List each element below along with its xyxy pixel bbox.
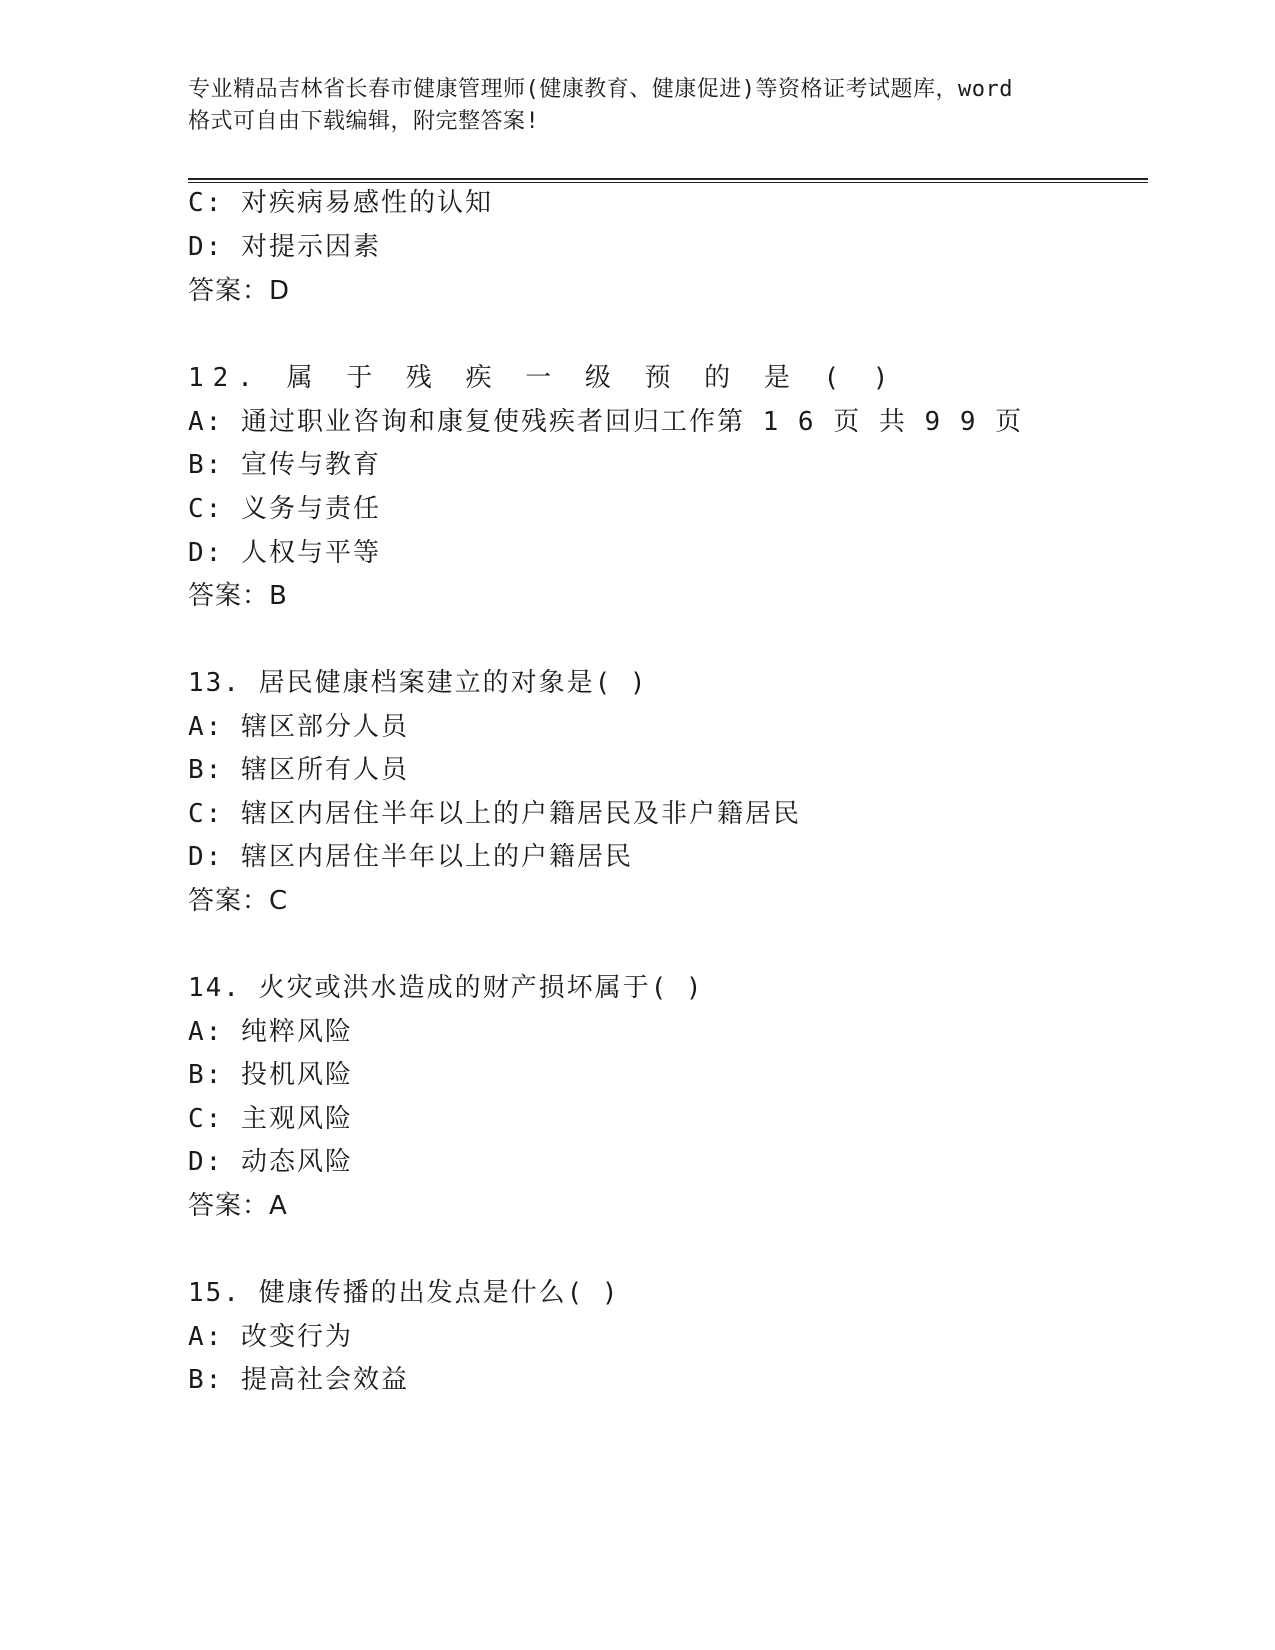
q14-option-c: C: 主观风险 [188, 1104, 353, 1134]
q13-option-c: C: 辖区内居住半年以上的户籍居民及非户籍居民 [188, 799, 801, 829]
prev-answer: 答案：D [188, 276, 291, 306]
header-line-1: 专业精品吉林省长春市健康管理师(健康教育、健康促进)等资格证考试题库，word [188, 77, 1013, 102]
q14-option-a: A: 纯粹风险 [188, 1017, 353, 1047]
q12-option-c: C: 义务与责任 [188, 494, 381, 524]
document-header [188, 74, 1088, 138]
q13-option-a: A: 辖区部分人员 [188, 712, 409, 742]
q12-option-d: D: 人权与平等 [188, 538, 381, 568]
q14-option-b: B: 投机风险 [188, 1060, 353, 1090]
q15-option-a: A: 改变行为 [188, 1322, 353, 1352]
prev-option-d: D: 对提示因素 [188, 232, 381, 262]
q13-option-d: D: 辖区内居住半年以上的户籍居民 [188, 842, 633, 872]
header-line-2: 格式可自由下载编辑，附完整答案! [188, 109, 540, 134]
q13-title: 13. 居民健康档案建立的对象是( ) [188, 668, 648, 698]
prev-option-c: C: 对疾病易感性的认知 [188, 188, 493, 218]
q12-option-a: A: 通过职业咨询和康复使残疾者回归工作第 1 6 页 共 9 9 页 [188, 407, 1024, 437]
q13-answer: 答案：C [188, 886, 289, 916]
q12-option-b: B: 宣传与教育 [188, 450, 381, 480]
q12-answer: 答案：B [188, 581, 288, 611]
q14-answer: 答案：A [188, 1191, 288, 1221]
q14-title: 14. 火灾或洪水造成的财产损坏属于( ) [188, 973, 704, 1003]
q13-option-b: B: 辖区所有人员 [188, 755, 409, 785]
header-divider [188, 178, 1148, 183]
q15-option-b: B: 提高社会效益 [188, 1365, 409, 1395]
q15-title: 15. 健康传播的出发点是什么( ) [188, 1278, 620, 1308]
q14-option-d: D: 动态风险 [188, 1147, 353, 1177]
q12-title: 12. 属 于 残 疾 一 级 预 的 是 ( ) [188, 363, 898, 393]
